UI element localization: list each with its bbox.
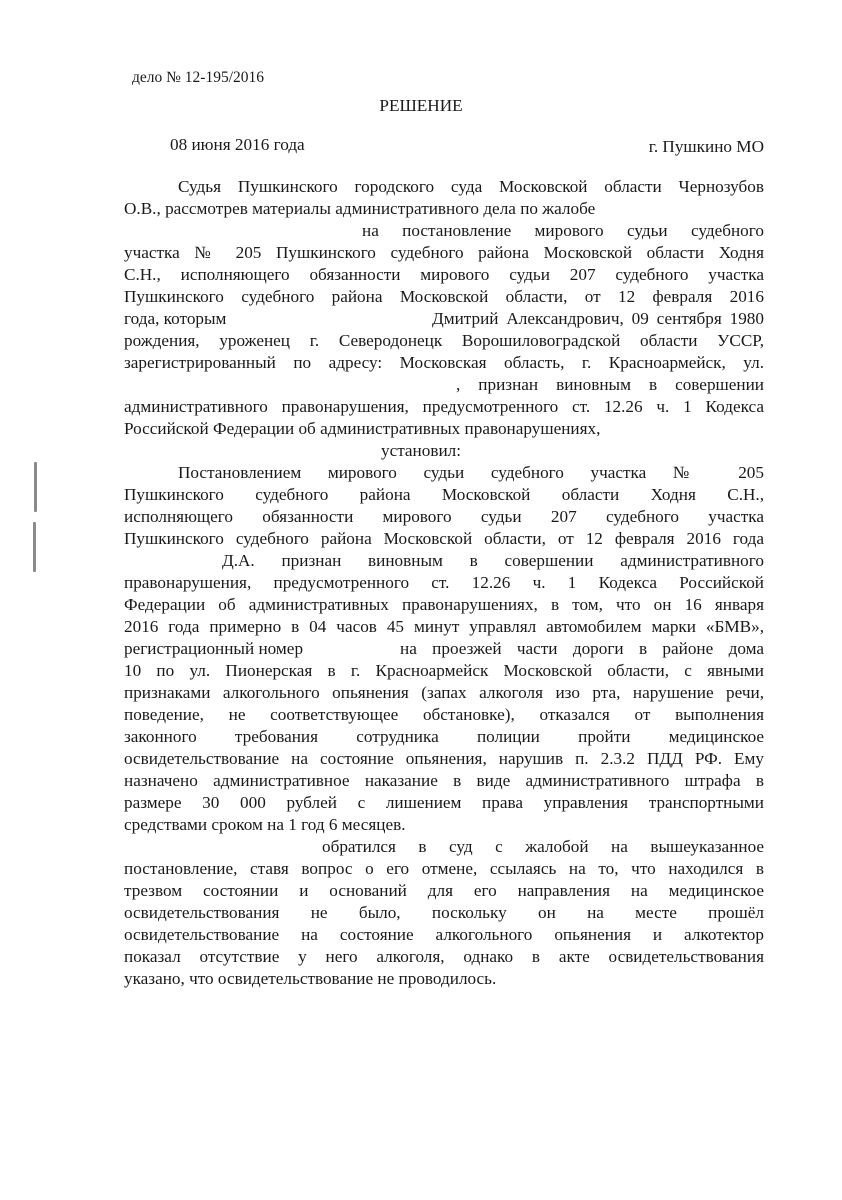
body-line: зарегистрированный по адресу: Московская область, г. Красноармейск, ул. xyxy=(124,353,764,372)
body-line: поведение, не соответствующее обстановке), отказался от выполнения xyxy=(124,705,764,724)
body-line: Судья Пушкинского городского суда Московской области Чернозубов xyxy=(178,177,764,196)
body-line: освидетельствование на состояние опьянения, нарушив п. 2.3.2 ПДД РФ. Ему xyxy=(124,749,764,768)
body-line: признаками алкогольного опьянения (запах алкоголя изо рта, нарушение речи, xyxy=(124,683,764,702)
body-line: на постановление мирового судьи судебного xyxy=(362,221,764,240)
body-line: административного правонарушения, предусмотренного ст. 12.26 ч. 1 Кодекса xyxy=(124,397,764,416)
body-line: установил: xyxy=(380,441,462,460)
body-line: Д.А. признан виновным в совершении административного xyxy=(222,551,764,570)
body-line: года, которым xyxy=(124,309,227,328)
body-line: О.В., рассмотрев материалы административного дела по жалобе xyxy=(124,199,596,218)
body-line: участка № 205 Пушкинского судебного района Московской области Ходня xyxy=(124,243,764,262)
body-line: 10 по ул. Пионерская в г. Красноармейск Московской области, с явными xyxy=(124,661,764,680)
document-title: РЕШЕНИЕ xyxy=(379,96,463,115)
body-line: С.Н., исполняющего обязанности мирового судьи 207 судебного участка xyxy=(124,265,764,284)
body-line: законного требования сотрудника полиции пройти медицинское xyxy=(124,727,764,746)
body-line: рождения, уроженец г. Северодонецк Ворошиловоградской области УССР, xyxy=(124,331,764,350)
body-line: трезвом состоянии и оснований для его направления на медицинское xyxy=(124,881,764,900)
body-line: Пушкинского судебного района Московской области, от 12 февраля 2016 года xyxy=(124,529,764,548)
body-line: Федерации об административных правонарушениях, в том, что он 16 января xyxy=(124,595,764,614)
body-line: указано, что освидетельствование не проводилось. xyxy=(124,969,497,988)
body-line: Пушкинского судебного района Московской области Ходня С.Н., xyxy=(124,485,764,504)
case-number: дело № 12-195/2016 xyxy=(132,69,265,86)
body-line: Пушкинского судебного района Московской области, от 12 февраля 2016 xyxy=(124,287,764,306)
document-place: г. Пушкино МО xyxy=(648,137,764,156)
body-line: освидетельствование на состояние алкогольного опьянения и алкотектор xyxy=(124,925,764,944)
body-line: Российской Федерации об административных правонарушениях, xyxy=(124,419,601,438)
body-line: регистрационный номер xyxy=(124,639,304,658)
body-line: обратился в суд с жалобой на вышеуказанное xyxy=(322,837,764,856)
body-line: , признан виновным в совершении xyxy=(456,375,764,394)
body-line: исполняющего обязанности мирового судьи 207 судебного участка xyxy=(124,507,764,526)
margin-mark xyxy=(33,522,36,572)
document-date: 08 июня 2016 года xyxy=(170,135,305,154)
body-line: размере 30 000 рублей с лишением права управления транспортными xyxy=(124,793,764,812)
body-line: Постановлением мирового судьи судебного участка № 205 xyxy=(178,463,764,482)
body-line: 2016 года примерно в 04 часов 45 минут управлял автомобилем марки «БМВ», xyxy=(124,617,764,636)
body-line: показал отсутствие у него алкоголя, однако в акте освидетельствования xyxy=(124,947,764,966)
body-line: правонарушения, предусмотренного ст. 12.26 ч. 1 Кодекса Российской xyxy=(124,573,764,592)
body-line: освидетельствования не было, поскольку он на месте прошёл xyxy=(124,903,764,922)
body-line: постановление, ставя вопрос о его отмене, ссылаясь на то, что находился в xyxy=(124,859,764,878)
body-line: Дмитрий Александрович, 09 сентября 1980 xyxy=(432,309,764,328)
body-line: на проезжей части дороги в районе дома xyxy=(400,639,764,658)
body-line: назначено административное наказание в виде административного штрафа в xyxy=(124,771,764,790)
margin-mark xyxy=(34,462,37,512)
body-line: средствами сроком на 1 год 6 месяцев. xyxy=(124,815,406,834)
